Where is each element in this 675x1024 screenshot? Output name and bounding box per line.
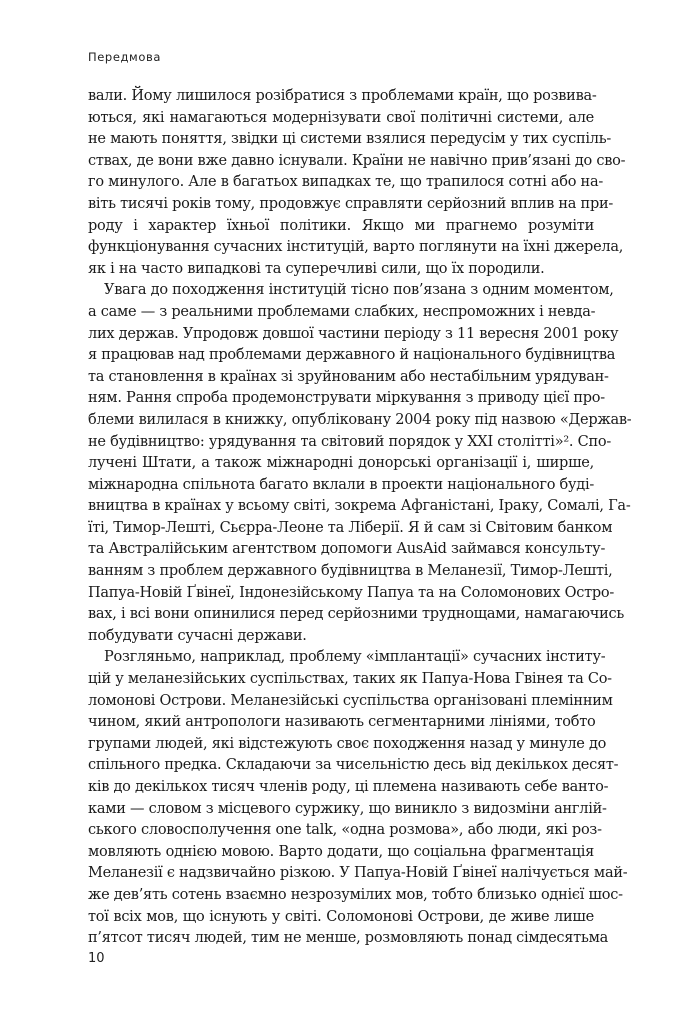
text-line: віть тисячі років тому, продовжує справляти серйозний вплив на при- (88, 195, 614, 212)
text-line: ствах, де вони вже давно існували. Країни не навічно прив’язані до сво- (88, 152, 626, 169)
text-line: роду і характер їхньої політики. Якщо ми прагнемо розуміти (88, 217, 594, 234)
text-line: го минулого. Але в багатьох випадках те, що трапилося сотні або на- (88, 174, 604, 191)
text-line: не будівництво: урядування та світовий порядок у XXI столітті»². Спо- (88, 433, 611, 450)
running-head: Передмова (88, 50, 161, 64)
paragraph-first-line: Увага до походження інституцій тісно пов’язана з одним моментом, (104, 282, 614, 299)
text-line: ються, які намагаються модернізувати свої політичні системи, але (88, 109, 594, 126)
page-number: 10 (88, 951, 105, 966)
text-line: ванням з проблем державного будівництва в Меланезії, Тимор-Лешті, (88, 563, 613, 580)
text-line: Папуа-Новій Ґвінеї, Індонезійському Папуа та на Соломонових Остро- (88, 584, 615, 601)
text-line: тої всіх мов, що існують у світі. Соломонові Острови, де живе лише (88, 908, 594, 925)
text-line: як і на часто випадкові та суперечливі сили, що їх породили. (88, 260, 545, 277)
text-line: спільного предка. Складаючи за чисельністю десь від декількох десят- (88, 757, 619, 774)
text-line: ків до декількох тисяч членів роду, ці племена називають себе ванто- (88, 779, 609, 795)
text-line: мовляють однією мовою. Варто додати, що соціальна фрагментація (88, 843, 594, 860)
text-line: Меланезії є надзвичайно різкою. У Папуа-Новій Ґвінеї налічується май- (88, 865, 628, 882)
text-line: та Австралійським агентством допомоги AusAid займався консульту- (88, 541, 606, 558)
text-line: побудувати сучасні держави. (88, 627, 307, 644)
text-line: групами людей, які відстежують своє походження назад у минуле до (88, 735, 607, 752)
text-line: же дев’ять сотень взаємно незрозумілих мов, тобто близько однієї шос- (88, 886, 623, 903)
body-text (88, 86, 632, 950)
text-line: ням. Рання спроба продемонструвати міркування з приводу цієї про- (88, 390, 605, 407)
text-line: вництва в країнах у всьому світі, зокрема Афганістані, Іраку, Сомалі, Га- (88, 498, 631, 515)
text-line: лих держав. Упродовж довшої частини періоду з 11 вересня 2001 року (88, 325, 619, 342)
text-line: цій у меланезійських суспільствах, таких як Папуа-Нова Гвінея та Со- (88, 671, 612, 688)
text-line: та становлення в країнах зі зруйнованим або нестабільним урядуван- (88, 368, 609, 385)
text-line: їті, Тимор-Лешті, Сьєрра-Леоне та Ліберії. Я й сам зі Світовим банком (88, 519, 613, 536)
text-line: вали. Йому лишилося розібратися з проблемами країн, що розвива- (88, 88, 597, 104)
text-line: міжнародна спільнота багато вклали в проекти національного буді- (88, 476, 595, 493)
text-line: п’ятсот тисяч людей, тим не менше, розмовляють понад сімдесятьма (88, 930, 609, 947)
text-line: ломонові Острови. Меланезійські суспільства організовані племінним (88, 692, 613, 709)
text-line: ками — словом з місцевого суржику, що виникло з видозміни англій- (88, 800, 607, 817)
text-line: блеми вилилася в книжку, опубліковану 2004 року під назвою «Держав- (88, 411, 632, 428)
paragraph-first-line: Розгляньмо, наприклад, проблему «імплантації» сучасних інститу- (104, 649, 606, 666)
text-line: а саме — з реальними проблемами слабких, неспроможних і невда- (88, 303, 596, 320)
text-line: лучені Штати, а також міжнародні донорські організації і, ширше, (88, 455, 594, 472)
text-line: не мають поняття, звідки ці системи взялися передусім у тих суспіль- (88, 131, 612, 148)
text-line: чином, який антропологи називають сегментарними лініями, тобто (88, 714, 596, 731)
text-line: функціонування сучасних інституцій, варто поглянути на їхні джерела, (88, 239, 624, 256)
text-line: ського словосполучення one talk, «одна розмова», або люди, які роз- (88, 822, 602, 839)
text-line: я працював над проблемами державного й національного будівництва (88, 347, 616, 364)
text-line: вах, і всі вони опинилися перед серйозними труднощами, намагаючись (88, 606, 625, 623)
